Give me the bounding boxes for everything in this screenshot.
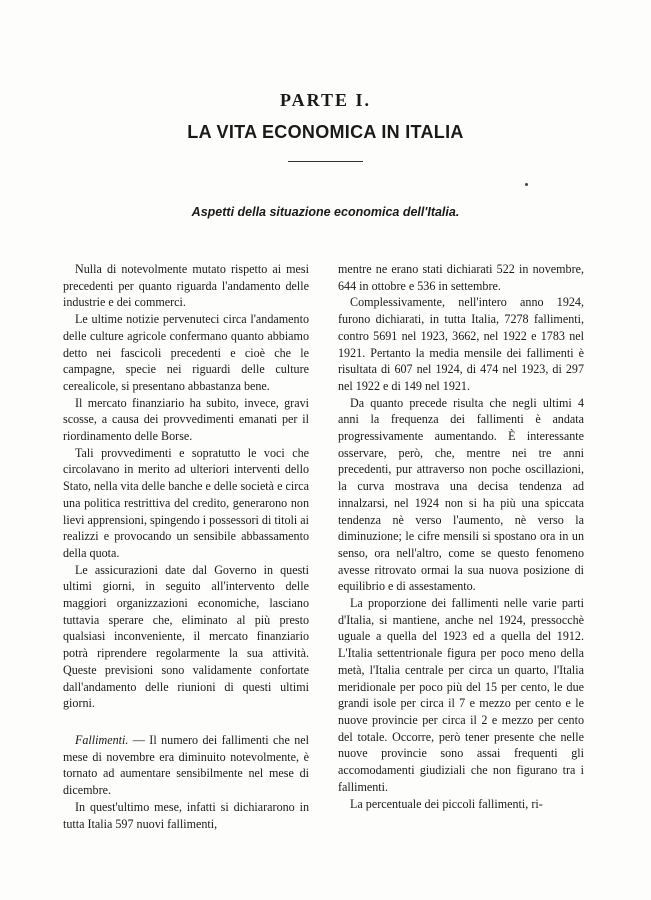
paragraph: Complessivamente, nell'intero anno 1924, furono dichiarati, in tutta Italia, 7278 fallimenti, contro 5691 nel 1923, 3662, nel 1922 e 1783 nel 1921. Pertanto la media mensile dei fallimenti è risultata di 607 nel 1924, di 474 nel 1923, di 297 nel 1922 e di 149 nel 1921.	[338, 295, 584, 393]
right-column	[338, 261, 584, 812]
paragraph: In quest'ultimo mese, infatti si dichiararono in tutta Italia 597 nuovi fallimenti,	[63, 799, 309, 831]
paragraph: Le assicurazioni date dal Governo in questi ultimi giorni, in seguito all'intervento delle maggiori organizzazioni economiche, lasciano tuttavia sperare che, eliminato al più presto qualsiasi inconveniente, il mercato finanziario potrà riprendere regolarmente la sua attività. Queste previsioni sono validamente confortate dall'andamento delle riunioni di questi ultimi giorni.	[63, 562, 309, 711]
paragraph: Nulla di notevolmente mutato rispetto ai mesi precedenti per quanto riguarda l'andamento delle industrie e dei commerci.	[63, 262, 309, 310]
paragraph: Tali provvedimenti e sopratutto le voci che circolavano in merito ad ulteriori interventi dello Stato, nella vita delle banche e delle società e circa una politica restrittiva del credito, generarono non lievi apprensioni, spingendo i possessori di titoli ai realizzi e provocando un sensibile abbassamento della quota.	[63, 445, 309, 560]
paragraph-text: — Il numero dei fallimenti che nel mese di novembre era diminuito notevolmente, è tornato ad aumentare sensibilmente nel mese di dicembre.	[63, 732, 309, 798]
section-title: Aspetti della situazione economica dell'Italia.	[191, 205, 460, 219]
main-title: LA VITA ECONOMICA IN ITALIA	[187, 122, 464, 142]
paragraph: mentre ne erano stati dichiarati 522 in novembre, 644 in ottobre e 536 in settembre.	[338, 262, 584, 293]
title-divider	[288, 161, 363, 162]
left-column	[63, 261, 309, 832]
paragraph-fallimenti	[63, 732, 309, 799]
run-in-heading: Fallimenti.	[75, 732, 129, 747]
print-speck	[525, 183, 528, 186]
paragraph: Le ultime notizie pervenuteci circa l'andamento delle culture agricole confermano quanto abbiamo detto nei fascicoli precedenti e cioè che le campagne, specie nei riguardi delle culture cerealicole, si presentano abbastanza bene.	[63, 312, 309, 393]
paragraph: Da quanto precede risulta che negli ultimi 4 anni la frequenza dei fallimenti è andata progressivamente aumentando. È interessante osservare, però, che, mentre nei tre anni precedenti, pur attraverso non poche oscillazioni, la curva mostrava una decisa tendenza ad innalzarsi, nel 1924 non si ha più una spiccata tendenza nè verso l'aumento, nè verso la diminuzione; le cifre mensili si spostano ora in un senso, ora nell'altro, come se questo fenomeno avesse ritrovato ormai la sua nuova posizione di equilibrio e di assestamento.	[338, 395, 584, 594]
part-title: PARTE I.	[279, 90, 372, 110]
paragraph: Il mercato finanziario ha subito, invece, gravi scosse, a causa dei provvedimenti emanati per il riordinamento delle Borse.	[63, 395, 309, 444]
paragraph: La proporzione dei fallimenti nelle varie parti d'Italia, si mantiene, anche nel 1924, pressocchè uguale a quella del 1923 ed a quella del 1912. L'Italia settentrionale figura per poco meno della metà, l'Italia centrale per circa un quarto, l'Italia meridionale per poco più del 15 per cento, le due grandi isole per circa il 7 e mezzo per cento e le nuove provincie per circa il 2 e mezzo per cento del totale. Occorre, però tener presente che nelle nuove provincie sono assai frequenti gli accomodamenti giudiziali che non figurano tra i fallimenti.	[338, 596, 584, 794]
paragraph: La percentuale dei piccoli fallimenti, ri-	[350, 796, 543, 811]
